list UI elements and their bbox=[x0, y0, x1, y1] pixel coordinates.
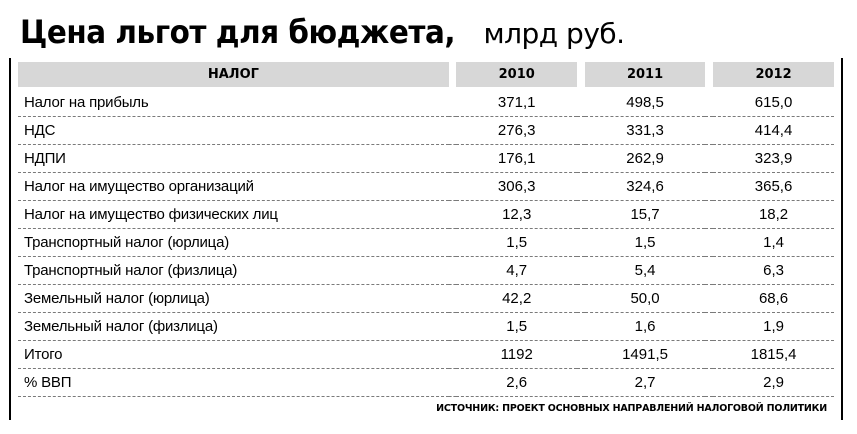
table-row bbox=[18, 341, 834, 369]
value-cell: 2,6 bbox=[456, 369, 577, 397]
header-year-2012: 2012 bbox=[713, 62, 834, 89]
value-cell: 1192 bbox=[456, 341, 577, 369]
table-row bbox=[18, 257, 834, 285]
value-cell: 42,2 bbox=[456, 285, 577, 313]
value-cell: 6,3 bbox=[713, 257, 834, 285]
tax-name-cell: НДПИ bbox=[18, 145, 449, 173]
value-cell: 4,7 bbox=[456, 257, 577, 285]
value-cell: 615,0 bbox=[713, 89, 834, 117]
tax-name-cell: Земельный налог (юрлица) bbox=[18, 285, 449, 313]
header-tax: НАЛОГ bbox=[18, 62, 449, 89]
value-cell: 18,2 bbox=[713, 201, 834, 229]
value-cell: 414,4 bbox=[713, 117, 834, 145]
table-row bbox=[18, 229, 834, 257]
value-cell: 15,7 bbox=[585, 201, 706, 229]
value-cell: 1,9 bbox=[713, 313, 834, 341]
value-cell: 1,5 bbox=[456, 313, 577, 341]
tax-name-cell: Транспортный налог (физлица) bbox=[18, 257, 449, 285]
frame-left-border bbox=[9, 58, 11, 420]
tax-benefits-table bbox=[18, 62, 834, 397]
value-cell: 2,7 bbox=[585, 369, 706, 397]
value-cell: 262,9 bbox=[585, 145, 706, 173]
frame-right-border bbox=[841, 58, 843, 420]
value-cell: 5,4 bbox=[585, 257, 706, 285]
table-row bbox=[18, 201, 834, 229]
table-row bbox=[18, 89, 834, 117]
table-row bbox=[18, 313, 834, 341]
table-row bbox=[18, 369, 834, 397]
header-year-2011: 2011 bbox=[585, 62, 706, 89]
value-cell: 1,4 bbox=[713, 229, 834, 257]
tax-name-cell: НДС bbox=[18, 117, 449, 145]
value-cell: 306,3 bbox=[456, 173, 577, 201]
tax-name-cell: Транспортный налог (юрлица) bbox=[18, 229, 449, 257]
table-row bbox=[18, 117, 834, 145]
value-cell: 276,3 bbox=[456, 117, 577, 145]
value-cell: 1,6 bbox=[585, 313, 706, 341]
tax-name-cell: Итого bbox=[18, 341, 449, 369]
value-cell: 1491,5 bbox=[585, 341, 706, 369]
value-cell: 1,5 bbox=[585, 229, 706, 257]
value-cell: 371,1 bbox=[456, 89, 577, 117]
page-title bbox=[20, 11, 625, 53]
title-main: Цена льгот для бюджета, bbox=[20, 13, 456, 51]
value-cell: 324,6 bbox=[585, 173, 706, 201]
tax-name-cell: Налог на прибыль bbox=[18, 89, 449, 117]
table-row bbox=[18, 145, 834, 173]
tax-name-cell: Налог на имущество организаций bbox=[18, 173, 449, 201]
value-cell: 12,3 bbox=[456, 201, 577, 229]
source-note: ИСТОЧНИК: ПРОЕКТ ОСНОВНЫХ НАПРАВЛЕНИЙ НАЛОГОВОЙ ПОЛИТИКИ bbox=[436, 403, 827, 414]
value-cell: 176,1 bbox=[456, 145, 577, 173]
value-cell: 1,5 bbox=[456, 229, 577, 257]
value-cell: 498,5 bbox=[585, 89, 706, 117]
table-header-row bbox=[18, 62, 834, 89]
value-cell: 2,9 bbox=[713, 369, 834, 397]
value-cell: 68,6 bbox=[713, 285, 834, 313]
header-year-2010: 2010 bbox=[456, 62, 577, 89]
value-cell: 50,0 bbox=[585, 285, 706, 313]
tax-name-cell: Налог на имущество физических лиц bbox=[18, 201, 449, 229]
value-cell: 365,6 bbox=[713, 173, 834, 201]
table-row bbox=[18, 285, 834, 313]
tax-name-cell: Земельный налог (физлица) bbox=[18, 313, 449, 341]
title-unit: млрд руб. bbox=[483, 17, 625, 50]
value-cell: 331,3 bbox=[585, 117, 706, 145]
table-row bbox=[18, 173, 834, 201]
value-cell: 1815,4 bbox=[713, 341, 834, 369]
value-cell: 323,9 bbox=[713, 145, 834, 173]
tax-name-cell: % ВВП bbox=[18, 369, 449, 397]
